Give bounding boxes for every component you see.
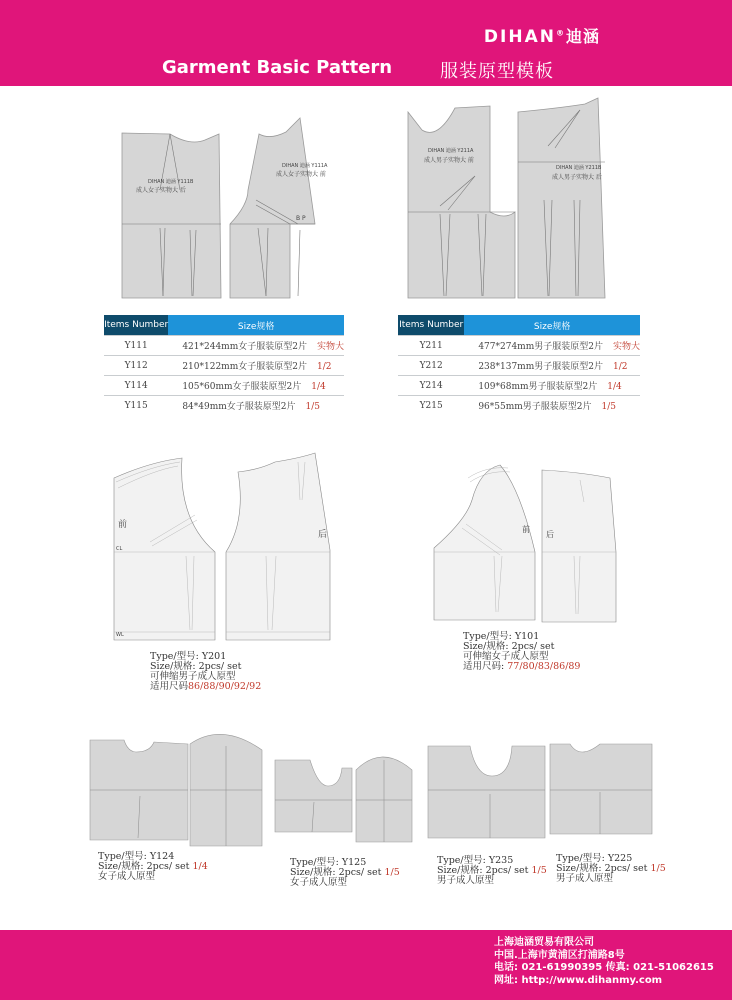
header-items-number: Items Number [398,315,464,336]
label-y111b: DIHAN 迪涵 Y111B [148,179,194,185]
address: 中国.上海市黄浦区打浦路8号 [494,949,625,961]
label-y211b-text: 成人男子实物大 后 [552,174,602,181]
table-row: Y211 477*274mm男子服装原型2片 实物大 [398,336,640,356]
label-y201-wl: WL [116,632,124,638]
label-y101-back-char: 后 [546,530,554,539]
caption-y125: Type/型号: Y125 Size/规格: 2pcs/ set 1/5 女子成人原型 [290,857,400,888]
caption-y201: Type/型号: Y201 Size/规格: 2pcs/ set 可伸缩男子成人原型 适用尺码86/88/90/92/92 [150,651,262,692]
company-name: 上海迪涵贸易有限公司 [494,937,594,948]
label-y211a-text: 成人男子实物大 前 [424,157,474,164]
header-size: Size规格 [464,315,640,336]
label-y101-front-char: 前 [522,525,530,534]
pattern-y111-back [122,133,221,298]
table-row: Y115 84*49mm女子服装原型2片 1/5 [104,396,344,416]
pattern-y111-front [230,118,315,298]
caption-y225: Type/型号: Y225 Size/规格: 2pcs/ set 1/5 男子成人原型 [556,853,666,884]
pattern-y211-back [518,98,605,298]
table-row: Y114 105*60mm女子服装原型2片 1/4 [104,376,344,396]
pattern-y101-front [434,465,535,620]
label-bp: B P [296,215,306,222]
table-row: Y215 96*55mm男子服装原型2片 1/5 [398,396,640,416]
table-header-row [398,315,640,336]
contact-block [494,937,714,987]
label-y111b-text: 成人女子实物大 后 [136,187,186,194]
pattern-y211-front [408,106,515,298]
label-y111a: DIHAN 迪涵 Y111A [282,163,328,169]
label-y211b: DIHAN 迪涵 Y211B [556,165,602,171]
brand-logo: DIHAN® 迪涵 [483,27,600,47]
pattern-y201-front [114,458,215,640]
table-header-row [104,315,344,336]
pattern-y101-back [542,470,616,622]
pattern-y225-a [550,744,652,834]
label-y111a-text: 成人女子实物大 前 [276,171,326,178]
website-link[interactable]: 网址: http://www.dihanmy.com [494,974,663,986]
table-row: Y111 421*244mm女子服装原型2片 实物大 [104,336,344,356]
phone-fax: 电话: 021-61990395 传真: 021-51062615 [494,962,714,973]
label-y201-back-char: 后 [318,530,328,540]
label-y211a: DIHAN 迪涵 Y211A [428,148,474,154]
label-y201-front-char: 前 [118,520,128,530]
header-items-number: Items Number [104,315,168,336]
spec-table-women [104,315,344,415]
spec-table-men [398,315,640,415]
caption-y124: Type/型号: Y124 Size/规格: 2pcs/ set 1/4 女子成人原型 [98,851,208,882]
pattern-y201-back [226,453,330,640]
pattern-y235-a [428,746,545,838]
table-row: Y112 210*122mm女子服装原型2片 1/2 [104,356,344,376]
caption-y101: Type/型号: Y101 Size/规格: 2pcs/ set 可伸缩女子成人原型 适用尺码: 77/80/83/86/89 [463,631,581,672]
page-title-en: Garment Basic Pattern [162,57,393,78]
page-title-cn: 服装原型模板 [440,61,554,82]
pattern-y125-a [275,760,352,832]
table-row: Y214 109*68mm男子服装原型2片 1/4 [398,376,640,396]
caption-y235: Type/型号: Y235 Size/规格: 2pcs/ set 1/5 男子成人原型 [437,855,547,886]
header-size: Size规格 [168,315,344,336]
table-row: Y212 238*137mm男子服装原型2片 1/2 [398,356,640,376]
label-y201-cl: CL [116,546,123,552]
